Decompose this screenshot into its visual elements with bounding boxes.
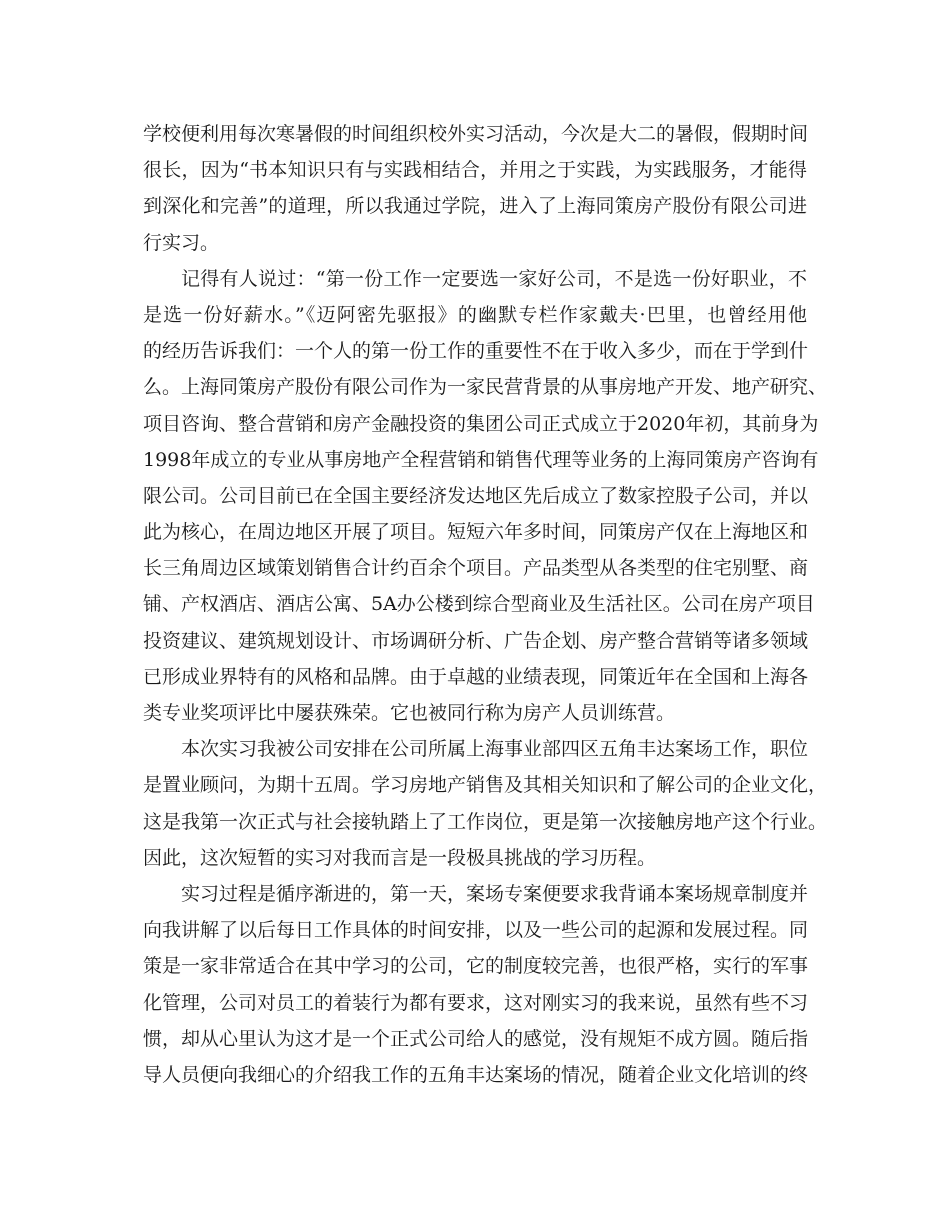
text-line: 铺、产权酒店、酒店公寓、5A办公楼到综合型商业及生活社区。公司在房产项目: [143, 593, 815, 616]
text-line: 因此，这次短暂的实习对我而言是一段极具挑战的学习历程。: [143, 846, 657, 869]
text-line: 行实习。: [143, 231, 220, 254]
text-line: 这是我第一次正式与社会接轨踏上了工作岗位，更是第一次接触房地产这个行业。: [143, 810, 828, 833]
text-line: 此为核心，在周边地区开展了项目。短短六年多时间，同策房产仅在上海地区和: [143, 521, 809, 544]
paragraph-first-line: 记得有人说过：“第一份工作一定要选一家好公司，不是选一份好职业，不: [181, 267, 807, 290]
paragraph-first-line: 本次实习我被公司安排在公司所属上海事业部四区五角丰达案场工作，职位: [181, 738, 809, 761]
text-line: 导人员便向我细心的介绍我工作的五角丰达案场的情况，随着企业文化培训的终: [143, 1063, 809, 1086]
text-line: 长三角周边区域策划销售合计约百余个项目。产品类型从各类型的住宅别墅、商: [143, 557, 809, 580]
text-line: 学校便利用每次寒暑假的时间组织校外实习活动，今次是大二的暑假，假期时间: [143, 123, 809, 145]
text-line: 是置业顾问，为期十五周。学习房地产销售及其相关知识和了解公司的企业文化，: [143, 774, 828, 797]
text-line: 很长，因为“书本知识只有与实践相结合，并用之于实践，为实践服务，才能得: [143, 159, 807, 182]
text-line: 到深化和完善”的道理，所以我通过学院，进入了上海同策房产股份有限公司进: [143, 195, 807, 218]
text-line: 1998年成立的专业从事房地产全程营销和销售代理等业务的上海同策房产咨询有: [143, 448, 819, 471]
text-line: 化管理，公司对员工的着装行为都有要求，这对刚实习的我来说，虽然有些不习: [143, 991, 809, 1014]
text-line: 投资建议、建筑规划设计、市场调研分析、广告企划、房产整合营销等诸多领域: [143, 629, 809, 652]
text-line: 策是一家非常适合在其中学习的公司，它的制度较完善，也很严格，实行的军事: [143, 955, 809, 978]
text-line: 向我讲解了以后每日工作具体的时间安排，以及一些公司的起源和发展过程。同: [143, 919, 809, 942]
text-line: 项目咨询、整合营销和房产金融投资的集团公司正式成立于2020年初，其前身为: [143, 412, 819, 435]
text-line: 的经历告诉我们：一个人的第一份工作的重要性不在于收入多少，而在于学到什: [143, 340, 809, 363]
text-line: 已形成业界特有的风格和品牌。由于卓越的业绩表现，同策近年在全国和上海各: [143, 665, 809, 688]
text-line: 是选一份好薪水。”《迈阿密先驱报》的幽默专栏作家戴夫·巴里，也曾经用他: [143, 303, 807, 326]
text-line: 么。上海同策房产股份有限公司作为一家民营背景的从事房地产开发、地产研究、: [143, 376, 828, 399]
document-body: [143, 116, 828, 1093]
text-line: 惯，却从心里认为这才是一个正式公司给人的感觉，没有规矩不成方圆。随后指: [143, 1027, 809, 1050]
text-line: 类专业奖项评比中屡获殊荣。它也被同行称为房产人员训练营。: [143, 702, 676, 724]
paragraph-first-line: 实习过程是循序渐进的，第一天，案场专案便要求我背诵本案场规章制度并: [181, 882, 809, 905]
text-line: 限公司。公司目前已在全国主要经济发达地区先后成立了数家控股子公司，并以: [143, 484, 809, 507]
